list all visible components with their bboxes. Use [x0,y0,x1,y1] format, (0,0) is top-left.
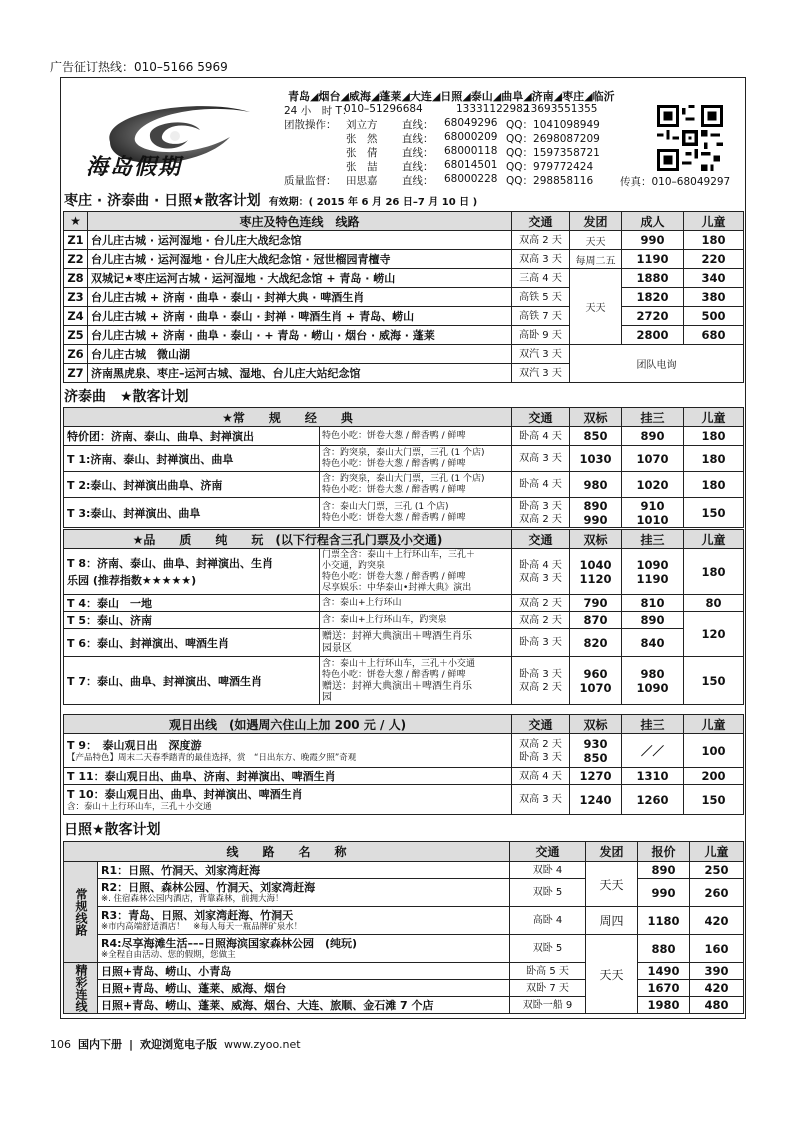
table-row: Z5 台儿庄古城 + 济南 · 曲阜 · 泰山 · + 青岛 · 崂山 · 烟台 · 威海 · 蓬莱 高卧 9 天 2800 680 [64,326,744,345]
table-row: T 5：泰山、济南 含：泰山+上行环山车，趵突泉 双高 2 天 870 890 120 [64,612,744,629]
table-row: R2：日照、森林公园、竹洞天、刘家湾赶海 ※. 住宿森林公园内酒店，背靠森林，前拥大海！ 双卧 5 990 260 [64,879,744,907]
table-row: T 3:泰山、封禅演出、曲阜 含：泰山大门票，三孔 (1 个店) 特色小吃：饼卷大葱 / 醉香鸭 / 鲜啤 卧高 3 天 双高 2 天 890 990 910 1010 150 [64,498,744,528]
table-row: R3：青岛、日照、刘家湾赶海、竹洞天 ※市内高端舒适酒店！ ※每人每天一瓶品牌矿泉水！ 高卧 4 周四 1180 420 [64,907,744,935]
table-row: Z8 双城记★枣庄运河古城 · 运河湿地 · 大战纪念馆 + 青岛 · 崂山 三高 4 天 天天 1880 340 [64,269,744,288]
table-row: Z3 台儿庄古城 + 济南 · 曲阜 · 泰山 · 封禅大典 · 啤酒生肖 高铁 5 天 1820 380 [64,288,744,307]
table-row: T 1:济南、泰山、封禅演出、曲阜 含：趵突泉，泰山大门票，三孔 (1 个店) 特色小吃：饼卷大葱 / 醉香鸭 / 鲜啤 双高 3 天 1030 1070 180 [64,446,744,472]
quality-table [63,529,744,705]
table-row: 精彩连线 日照+青岛、崂山、小青岛 卧高 5 天 1490 390 [64,963,744,980]
group-label-featured: 精彩连线 [64,963,98,1014]
table-row: Z6 台儿庄古城 微山湖 双汽 3 天 团队电询 [64,345,744,364]
rizhao-table [63,841,744,1014]
table-row: Z4 台儿庄古城 + 济南 · 曲阜 · 泰山 · 封禅 · 啤酒生肖 + 青岛、崂山 高铁 7 天 2720 500 [64,307,744,326]
table-header: 观日出线 (如遇周六住山上加 200 元 / 人) 交通 双标 挂三 儿童 [64,715,744,734]
table-row: T 9： 泰山观日出 深度游 【产品特色】周末二天春季踏青的最佳选择，赏 “日出东方、晚霞夕照”奇观 双高 2 天 卧高 3 天 930 850 ／／ 100 [64,734,744,768]
section-title-jitaiqu: 济泰曲 ★散客计划 [64,389,189,405]
qr-code-icon[interactable] [652,105,728,171]
table-row: R4:尽享海滩生活–––日照海滨国家森林公园 (纯玩) ※全程自由活动、您的假期，您做主 双卧 5 天天 880 160 [64,935,744,963]
validity-note: 有效期：( 2015 年 6 月 26 日–7 月 10 日 ) [268,197,478,208]
section-name: 国内下册 [78,1038,122,1051]
table-row: T 7：泰山、曲阜、封禅演出、啤酒生肖 含：泰山＋上行环山车，三孔＋小交通 特色小吃：饼卷大葱 / 醉香鸭 / 鲜啤 赠送：封禅大典演出＋啤酒生肖乐 园 卧高 3 天 双高 2 天 960 1070 980 1090 150 [64,657,744,705]
contact-block: 24 小 时 T： 010–51296684 13331122982 13693551355 团散操作： 刘立方 直线： 68049296 QQ：1041098949 张 然 直线： 68000209 QQ：2698087209 张 倩 直线： 68000118 QQ：1597358721 张 喆 直线： 68014501 QQ：979772424 质量监督： 田思嘉 直线： 68000228 QQ：298858116 [284,103,600,187]
header-star: ★ [64,212,88,231]
table-row: 特价团：济南、泰山、曲阜、封禅演出 特色小吃：饼卷大葱 / 醉香鸭 / 鲜啤 卧高 4 天 850 890 180 [64,427,744,446]
group-label-regular: 常规线路 [64,862,98,963]
table-row: 日照+青岛、崂山、蓬莱、威海、烟台、大连、旅顺、金石滩 7 个店 双卧一船 9 1980 480 [64,997,744,1014]
header-adult: 成人 [622,212,684,231]
website-link[interactable]: www.zyoo.net [224,1038,301,1051]
footer-divider: | [129,1038,134,1051]
group-call-note: 团队电询 [570,345,744,383]
table-row: Z7 济南黑虎泉、枣庄–运河古城、湿地、台儿庄大站纪念馆 双汽 3 天 [64,364,744,383]
fax-number: 传真：010–68049297 [620,176,731,188]
header-schedule: 发团 [570,212,622,231]
table-row: T 8：济南、泰山、曲阜、封禅演出、生肖 乐园 (推荐指数★★★★★) 门票全含：泰山＋上行环山车，三孔＋ 小交通，趵突泉 特色小吃：饼卷大葱 / 醉香鸭 / 鲜啤 尽享娱乐：中华泰山•封禅大典》演出 卧高 4 天 双高 3 天 1040 1120 1090 1190 180 [64,549,744,595]
table-header: ★品 质 纯 玩 (以下行程含三孔门票及小交通) 交通 双标 挂三 儿童 [64,530,744,549]
table-row: T 6：泰山、封禅演出、啤酒生肖 赠送：封禅大典演出＋啤酒生肖乐 园景区 卧高 3 天 820 840 [64,629,744,657]
table-row: T 10：泰山观日出、曲阜、封禅演出、啤酒生肖 含：泰山＋上行环山车，三孔＋小交通 双高 3 天 1240 1260 150 [64,785,744,815]
table-row: T 11：泰山观日出、曲阜、济南、封禅演出、啤酒生肖 双高 4 天 1270 1310 200 [64,768,744,785]
table-row: Z2 台儿庄古城 · 运河湿地 · 台儿庄大战纪念馆 · 冠世榴园青檀寺 双高 3 天 每周二五 1190 220 [64,250,744,269]
table-row: T 4：泰山 一地 含：泰山+上行环山 双高 2 天 790 810 80 [64,595,744,612]
brand-name: 海岛假期 [86,155,183,180]
zaozhuang-table [63,211,744,383]
table-header: ★常 规 经 典 交通 双标 挂三 儿童 [64,408,744,427]
table-row: T 2:泰山、封禅演出曲阜、济南 含：趵突泉，泰山大门票，三孔 (1 个店) 特色小吃：饼卷大葱 / 醉香鸭 / 鲜啤 卧高 4 天 980 1020 180 [64,472,744,498]
section-title-rizhao: 日照★散客计划 [64,822,161,838]
city-list: 青岛◢烟台◢威海◢蓬莱◢大连◢日照◢泰山◢曲阜◢济南◢枣庄◢临沂 [288,90,615,103]
table-header [64,212,744,231]
classic-table [63,407,744,528]
page-footer [50,1036,301,1052]
section-title-zaozhuang: 枣庄 · 济泰曲 · 日照★散客计划 有效期：( 2015 年 6 月 26 日–7 月 10 日 ) [64,193,478,209]
page-number: 106 [50,1038,71,1051]
footer-text: 欢迎浏览电子版 [140,1038,218,1051]
table-header: 线 路 名 称 交通 发团 报价 儿童 [64,842,744,862]
ad-hotline: 广告征订热线：010–5166 5969 [50,60,228,74]
header-child: 儿童 [684,212,744,231]
table-row: 日照+青岛、崂山、蓬莱、威海、烟台 双卧 7 天 1670 420 [64,980,744,997]
header-route: 枣庄及特色连线 线路 [88,212,512,231]
table-row: Z1 台儿庄古城 · 运河湿地 · 台儿庄大战纪念馆 双高 2 天 天天 990 180 [64,231,744,250]
header-traffic: 交通 [512,212,570,231]
sunrise-table [63,714,744,815]
table-row: 常规线路 R1：日照、竹洞天、刘家湾赶海 双卧 4 天天 890 250 [64,862,744,879]
